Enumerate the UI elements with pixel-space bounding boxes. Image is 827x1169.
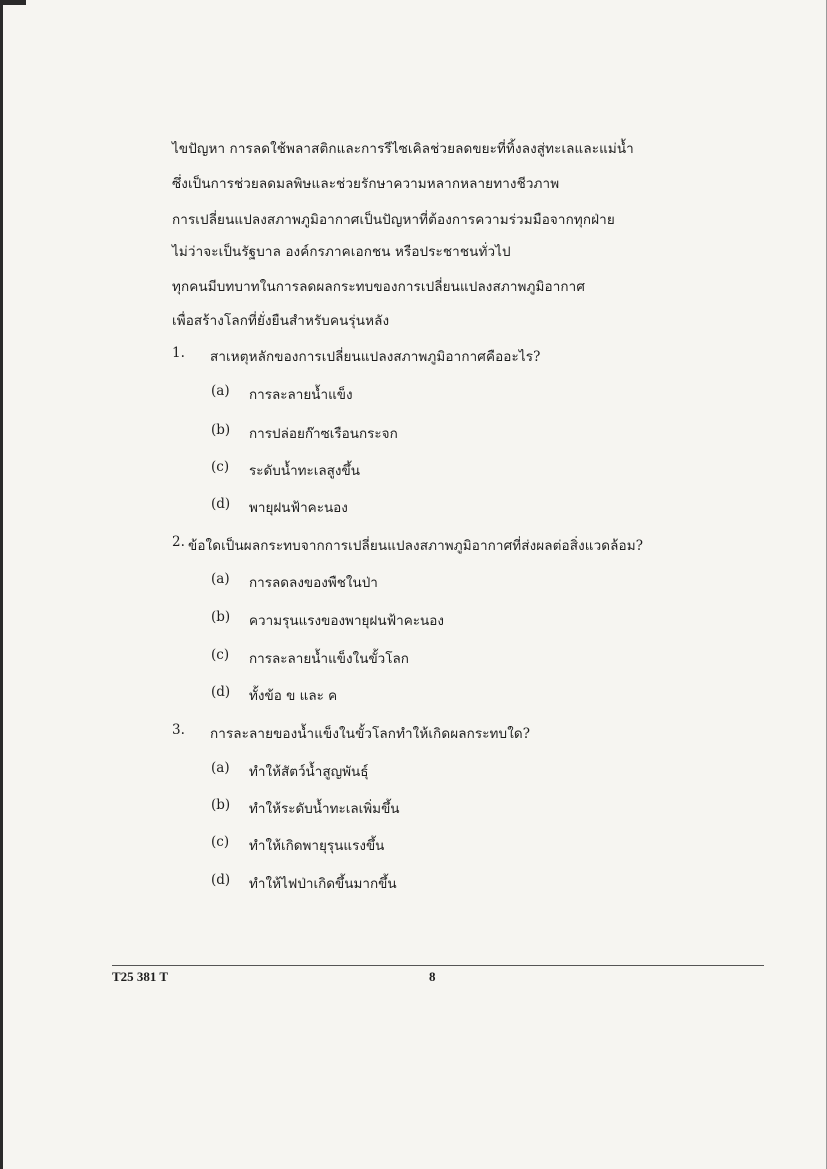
option-text: ทำให้ไฟป่าเกิดขึ้นมากขึ้น xyxy=(249,876,397,892)
option-letter: (d) xyxy=(211,684,231,700)
option-text: ทำให้สัตว์น้ำสูญพันธุ์ xyxy=(249,764,369,780)
option-letter: (a) xyxy=(211,571,230,587)
option-text: การลดลงของพืชในป่า xyxy=(249,575,378,591)
intro-line: ไม่ว่าจะเป็นรัฐบาล องค์กรภาคเอกชน หรือประชาชนทั่วไป xyxy=(172,244,511,260)
option-text: การปล่อยก๊าซเรือนกระจก xyxy=(249,426,398,442)
scan-edge-top xyxy=(0,0,26,5)
option-text: ทั้งข้อ ข และ ค xyxy=(249,688,338,704)
option-text: พายุฝนฟ้าคะนอง xyxy=(249,500,348,516)
option-letter: (d) xyxy=(211,872,231,888)
intro-line: การเปลี่ยนแปลงสภาพภูมิอากาศเป็นปัญหาที่ต้องการความร่วมมือจากทุกฝ่าย xyxy=(172,212,615,228)
question-number: 2. xyxy=(172,534,185,550)
option-letter: (b) xyxy=(211,797,231,813)
option-letter: (b) xyxy=(211,609,231,625)
option-text: การละลายน้ำแข็งในขั้วโลก xyxy=(249,651,409,667)
option-letter: (c) xyxy=(211,834,230,850)
option-letter: (c) xyxy=(211,459,230,475)
option-letter: (a) xyxy=(211,760,230,776)
option-text: การละลายน้ำแข็ง xyxy=(249,387,353,403)
scan-edge-left xyxy=(0,0,3,1169)
option-text: ทำให้เกิดพายุรุนแรงขึ้น xyxy=(249,838,385,854)
question-text: สาเหตุหลักของการเปลี่ยนแปลงสภาพภูมิอากาศคืออะไร? xyxy=(210,349,541,365)
question-text: การละลายของน้ำแข็งในขั้วโลกทำให้เกิดผลกระทบใด? xyxy=(210,726,531,742)
paper-code: T25 381 T xyxy=(112,969,169,984)
intro-line: ไขปัญหา การลดใช้พลาสติกและการรีไซเคิลช่วยลดขยะที่ทิ้งลงสู่ทะเลและแม่น้ำ xyxy=(172,141,634,157)
intro-line: เพื่อสร้างโลกที่ยั่งยืนสำหรับคนรุ่นหลัง xyxy=(172,313,390,329)
question-number: 1. xyxy=(172,345,185,361)
footer-divider xyxy=(112,965,764,966)
intro-line: ทุกคนมีบทบาทในการลดผลกระทบของการเปลี่ยนแปลงสภาพภูมิอากาศ xyxy=(172,279,586,295)
question-number: 3. xyxy=(172,722,185,738)
question-text: ข้อใดเป็นผลกระทบจากการเปลี่ยนแปลงสภาพภูมิอากาศที่ส่งผลต่อสิ่งแวดล้อม? xyxy=(188,538,644,554)
option-letter: (c) xyxy=(211,647,230,663)
option-text: ระดับน้ำทะเลสูงขึ้น xyxy=(249,463,360,479)
option-letter: (a) xyxy=(211,383,230,399)
page-number: 8 xyxy=(429,969,436,984)
option-text: ความรุนแรงของพายุฝนฟ้าคะนอง xyxy=(249,613,444,629)
option-letter: (b) xyxy=(211,422,231,438)
option-text: ทำให้ระดับน้ำทะเลเพิ่มขึ้น xyxy=(249,801,400,817)
option-letter: (d) xyxy=(211,496,231,512)
intro-line: ซึ่งเป็นการช่วยลดมลพิษและช่วยรักษาความหลากหลายทางชีวภาพ xyxy=(172,176,560,192)
